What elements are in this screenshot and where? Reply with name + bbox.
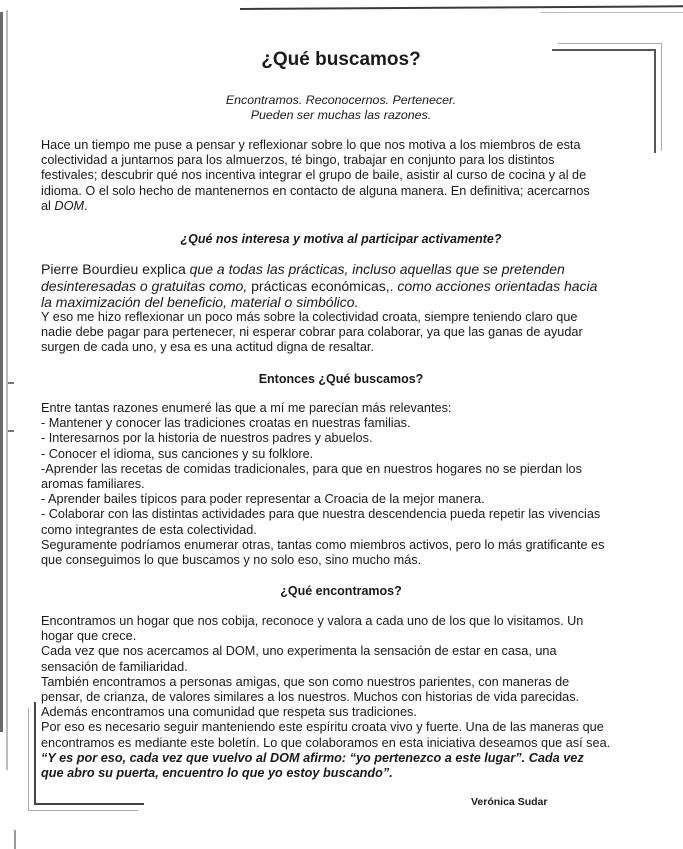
corner-frame-bottom-left <box>34 803 144 805</box>
article-subtitle <box>41 93 641 123</box>
list-item: - Conocer el idioma, sus canciones y su folklore. <box>41 446 314 461</box>
top-border-rule <box>240 5 683 10</box>
findings-paragraph <box>41 614 641 781</box>
page-edge-left-tail <box>14 830 16 849</box>
text-fragment: al <box>41 198 55 213</box>
text-line: También encontramos a personas amigas, que son como nuestros parientes, con maneras de <box>41 674 570 689</box>
text-line <box>41 199 641 214</box>
margin-tick-mark <box>8 430 14 432</box>
text-line <box>41 278 641 295</box>
text-line: encontramos es mediante este boletín. Lo que colaboramos en esta iniciativa deseamos que así sea. <box>41 735 611 750</box>
text-line: festivales; descubrir qué nos incentiva integrar el grupo de baile, asistir al curso de cocina y al de <box>41 168 587 183</box>
corner-frame-bottom-left <box>34 702 36 804</box>
corner-frame-top-right <box>654 49 656 153</box>
page-edge-left <box>0 12 3 732</box>
list-item: como integrantes de esta colectividad. <box>41 522 257 537</box>
closing-quote-line: “Y es por eso, cada vez que vuelvo al DOM afirmo: “yo pertenezco a este lugar”. Cada vez <box>41 750 584 765</box>
list-item: - Interesarnos por la historia de nuestros padres y abuelos. <box>41 431 373 446</box>
page-edge-left-inner <box>6 10 8 770</box>
reasons-list <box>41 401 641 568</box>
margin-tick-mark <box>8 382 14 384</box>
text-line: nadie debe pagar para pertenecer, ni esperar cobrar para colaborar, ya que las ganas de ayudar <box>41 325 583 340</box>
text-line: colectividad a juntarnos para los almuerzos, té bingo, trabajar en conjunto para los distintos <box>41 153 555 168</box>
list-item: - Aprender bailes típicos para poder representar a Croacia de la mejor manera. <box>41 492 485 507</box>
text-line: que conseguimos lo que buscamos y no solo eso, sino mucho más. <box>41 553 422 568</box>
text-line: idioma. O el solo hecho de mantenernos en contacto de alguna manera. En definitiva; acercarnos <box>41 183 590 198</box>
list-item: - Colaborar con las distintas actividades para que nuestra descendencia pueda repetir las vivencias <box>41 507 601 522</box>
text-fragment: . <box>84 198 88 213</box>
subtitle-line: Encontramos. Reconocernos. Pertenecer. <box>225 93 457 107</box>
text-line: la maximización del beneficio, material o simbólico. <box>41 294 359 311</box>
text-line: Cada vez que nos acercamos al DOM, uno experimenta la sensación de estar en casa, una <box>41 644 557 659</box>
list-item: - Mantener y conocer las tradiciones croatas en nuestras familias. <box>41 416 411 431</box>
text-fragment: que a todas las prácticas, incluso aquellas que se pretenden <box>189 261 565 277</box>
section-heading-motivation: ¿Qué nos interesa y motiva al participar activamente? <box>180 232 502 246</box>
text-line: hogar que crece. <box>41 629 137 644</box>
text-line: Encontramos un hogar que nos cobija, reconoce y valora a cada uno de los que lo visitamos. Un <box>41 614 584 628</box>
closing-quote-line: que abro su puerta, encuentro lo que yo estoy buscando”. <box>41 766 393 781</box>
text-line: Además encontramos una comunidad que respeta sus tradiciones. <box>41 705 417 720</box>
text-line: surgen de cada uno, y esa es una actitud digna de resaltar. <box>41 340 374 355</box>
text-line: Por eso es necesario seguir manteniendo este espíritu croata vivo y fuerte. Una de las maneras que <box>41 720 604 735</box>
list-item: aromas familiares. <box>41 477 145 492</box>
text-fragment: prácticas económicas,. <box>251 277 398 294</box>
subtitle-line: Pueden ser muchas las razones. <box>250 108 432 122</box>
text-line: Y eso me hizo reflexionar un poco más sobre la colectividad croata, siempre teniendo claro que <box>41 310 578 324</box>
text-fragment: Pierre Bourdieu explica <box>41 261 190 277</box>
top-border-rule-faint <box>540 12 683 13</box>
corner-frame-top-right-faint <box>661 43 662 151</box>
article-title: ¿Qué buscamos? <box>261 49 421 70</box>
intro-paragraph <box>41 138 641 214</box>
dom-emphasis: DOM <box>54 198 85 213</box>
text-line: sensación de familiaridad. <box>41 659 188 674</box>
text-line: Hace un tiempo me puse a pensar y reflexionar sobre lo que nos motiva a los miembros de esta <box>41 138 581 152</box>
author-signature: Verónica Sudar <box>471 796 548 808</box>
bourdieu-quote <box>41 261 641 311</box>
text-fragment: como acciones orientadas hacia <box>397 277 598 294</box>
text-line: Seguramente podríamos enumerar otras, tantas como miembros activos, pero lo más gratificante es <box>41 537 605 552</box>
corner-frame-top-right-faint <box>558 43 662 44</box>
text-line: pensar, de crianza, de valores similares a los nuestros. Muchos con historias de vida parecidas. <box>41 690 580 705</box>
corner-frame-bottom-left-faint <box>28 708 29 810</box>
section-heading-what-we-find: ¿Qué encontramos? <box>280 584 402 598</box>
text-line <box>41 261 641 278</box>
section-heading-what-we-seek: Entonces ¿Qué buscamos? <box>258 372 424 386</box>
text-line: Entre tantas razones enumeré las que a mí me parecían más relevantes: <box>41 401 452 415</box>
list-item: -Aprender las recetas de comidas tradicionales, para que en nuestros hogares no se pierdan los <box>41 461 582 476</box>
corner-frame-bottom-left-faint <box>28 810 138 811</box>
text-fragment: desinteresadas o gratuitas como, <box>41 277 252 294</box>
reflection-paragraph <box>41 310 641 356</box>
